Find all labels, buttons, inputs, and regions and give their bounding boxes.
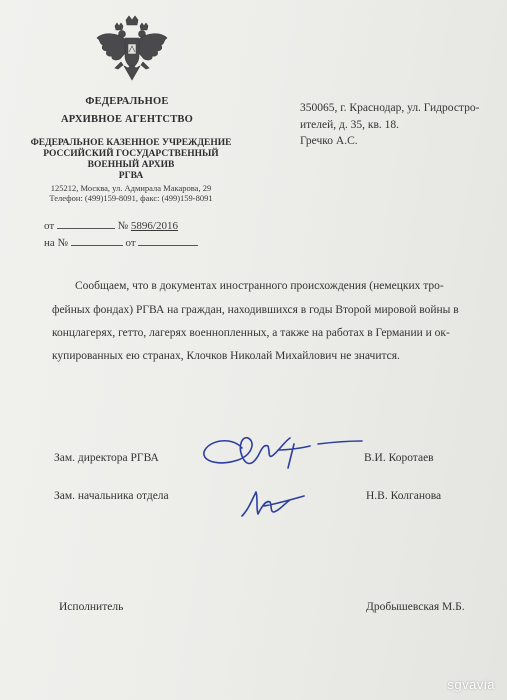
sender-phone-fax: Телефон: (499)159-8091, факс: (499)159-8091 — [49, 193, 213, 203]
agency-title-line2: АРХИВНОЕ АГЕНТСТВО — [61, 114, 193, 125]
body-text-line: фейных фондах) РГВА на граждан, находившихся в годы Второй мировой войны в — [52, 304, 459, 316]
institution-line: ВОЕННЫЙ АРХИВ — [87, 160, 175, 170]
ref-number-blank — [71, 234, 123, 246]
registration-line — [44, 217, 178, 232]
watermark: sgvavia — [447, 677, 495, 692]
ref-label: на № — [44, 237, 69, 249]
from-label: от — [44, 220, 55, 232]
body-text-line: Сообщаем, что в документах иностранного происхождения (немецких тро- — [75, 280, 444, 292]
coat-of-arms-icon — [93, 14, 171, 92]
executor-label: Исполнитель — [59, 601, 124, 613]
date-blank — [57, 217, 115, 229]
ref-date-blank — [138, 234, 198, 246]
body-text-line: купированных ею странах, Клочков Николай Михайлович не значится. — [52, 350, 400, 362]
ref-from-label: от — [125, 237, 136, 249]
recipient-name: Гречко А.С. — [300, 135, 358, 147]
institution-line: РОССИЙСКИЙ ГОСУДАРСТВЕННЫЙ — [43, 149, 219, 159]
number-label: № — [117, 220, 129, 232]
recipient-address-line2: ителей, д. 35, кв. 18. — [300, 119, 400, 131]
body-text-line: концлагерях, гетто, лагерях военнопленных, а также на работах в Германии и ок- — [52, 327, 450, 339]
signatory-title: Зам. директора РГВА — [54, 452, 159, 464]
handwritten-signature-deputy-director — [198, 426, 368, 476]
institution-line: ФЕДЕРАЛЬНОЕ КАЗЕННОЕ УЧРЕЖДЕНИЕ — [30, 138, 232, 148]
outgoing-number: 5896/2016 — [130, 220, 178, 232]
agency-title-line1: ФЕДЕРАЛЬНОЕ — [85, 96, 169, 107]
handwritten-signature-department-head — [234, 482, 314, 522]
reference-line — [44, 234, 198, 249]
recipient-address-line1: 350065, г. Краснодар, ул. Гидростро- — [300, 102, 480, 114]
institution-abbreviation: РГВА — [118, 171, 144, 181]
signatory-name: Н.В. Колганова — [366, 490, 442, 502]
sender-address: 125212, Москва, ул. Адмирала Макарова, 29 — [50, 183, 212, 193]
signatory-title: Зам. начальника отдела — [54, 490, 169, 502]
signatory-name: В.И. Коротаев — [364, 452, 434, 464]
executor-name: Дробышевская М.Б. — [366, 601, 465, 613]
